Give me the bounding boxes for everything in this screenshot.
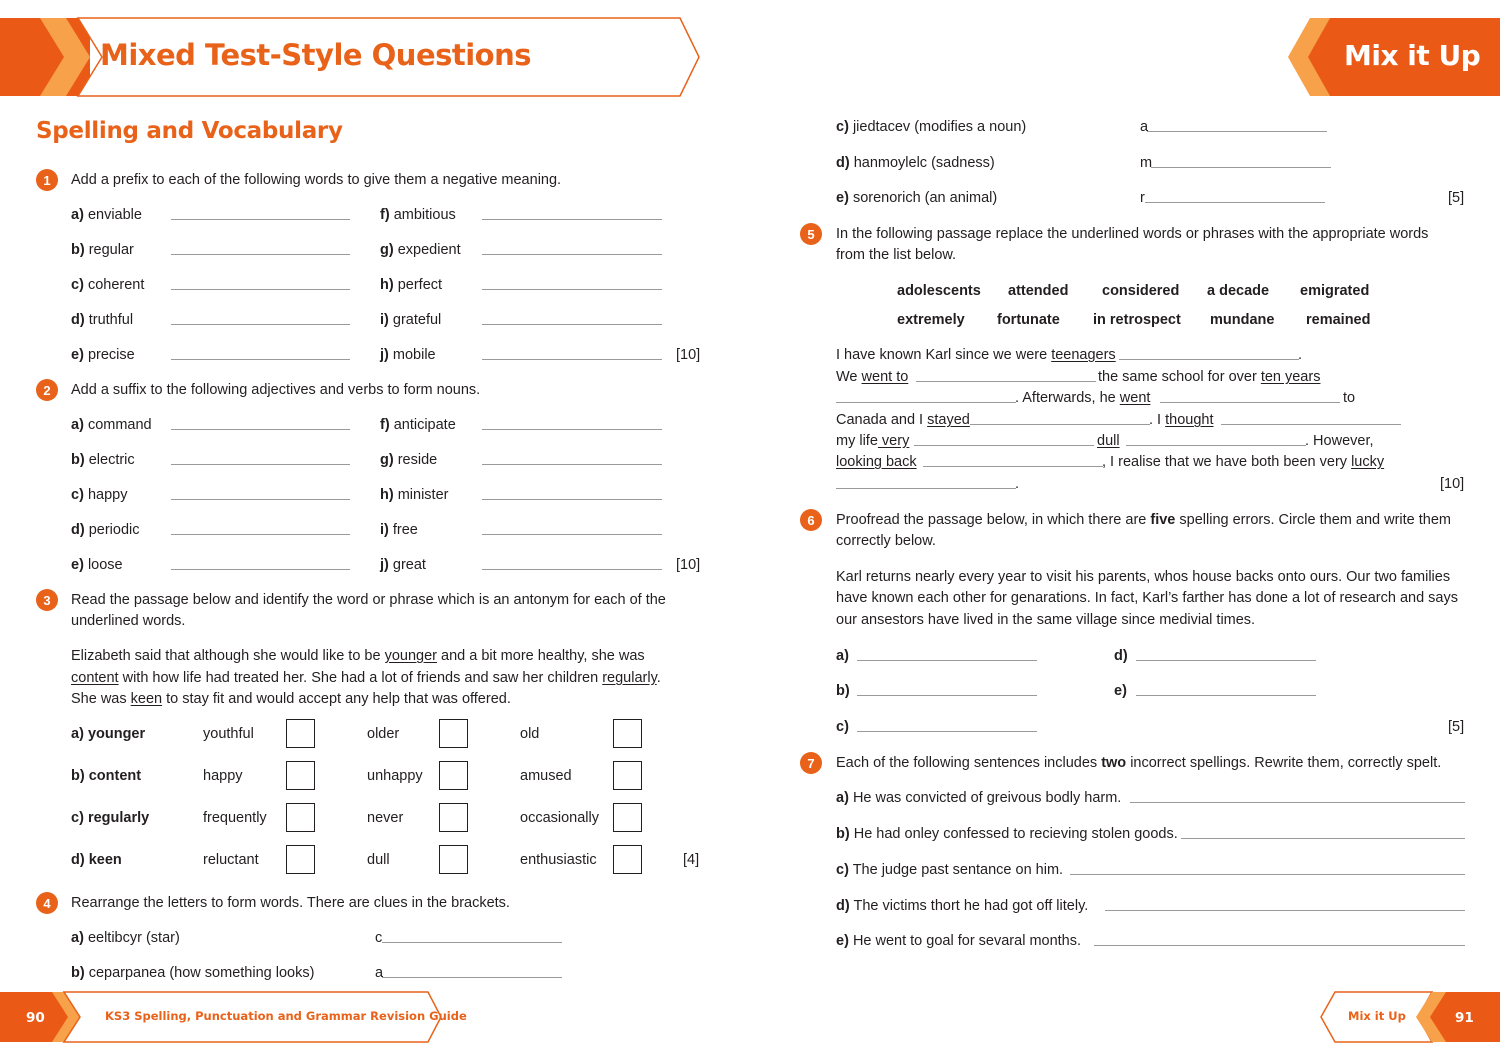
item-label: a) (71, 207, 84, 223)
start-letter: c (375, 930, 383, 946)
item-label: h) (380, 277, 394, 293)
list-item (380, 242, 461, 258)
list-item (380, 417, 456, 433)
answer-line[interactable] (171, 429, 350, 430)
answer-line[interactable] (482, 219, 662, 220)
punctuation: . (1015, 476, 1020, 492)
item-word: loose (87, 557, 123, 573)
antonym-row-label: d) keen (71, 852, 122, 868)
list-item (380, 207, 456, 223)
question-instruction: Add a suffix to the following adjectives and verbs to form nouns. (71, 382, 481, 398)
answer-line[interactable] (171, 324, 350, 325)
antonym-row-label: a) younger (71, 726, 146, 742)
start-letter: r (1140, 190, 1145, 206)
marks-label: [10] (676, 347, 701, 363)
item-word: grateful (392, 312, 442, 328)
page-title: Mixed Test-Style Questions (100, 38, 532, 72)
question-number: 1 (36, 169, 58, 191)
item-label: a) (71, 417, 84, 433)
answer-line[interactable] (1136, 660, 1316, 661)
word-bank-item: extremely (897, 312, 965, 328)
answer-checkbox[interactable] (439, 845, 468, 874)
answer-line[interactable] (1181, 838, 1465, 839)
option-text: happy (203, 768, 243, 784)
option-text: amused (520, 768, 572, 784)
word-bank-item: in retrospect (1093, 312, 1181, 328)
question-instruction: Each of the following sentences includes two incorrect spellings. Rewrite them, correctly spelt. (836, 755, 1442, 771)
answer-line[interactable] (482, 569, 662, 570)
list-item (380, 557, 426, 573)
marks-label: [10] (676, 557, 701, 573)
answer-line[interactable] (171, 289, 350, 290)
answer-line[interactable] (970, 424, 1150, 425)
passage-line: I have known Karl since we were teenagers (836, 347, 1116, 363)
option-text: unhappy (367, 768, 423, 784)
start-letter: a (375, 965, 384, 981)
list-item (71, 522, 140, 538)
answer-line[interactable] (916, 381, 1096, 382)
answer-line[interactable] (482, 499, 662, 500)
start-letter: a (1140, 119, 1149, 135)
option-text: reluctant (203, 852, 259, 868)
item-word: free (392, 522, 418, 538)
item-label: g) (380, 452, 394, 468)
item-word: reside (397, 452, 438, 468)
list-item (380, 452, 437, 468)
answer-checkbox[interactable] (286, 761, 315, 790)
list-item: a) eeltibcyr (star) (71, 930, 180, 946)
antonym-row-label: c) regularly (71, 810, 150, 826)
underlined-word: dull (1097, 433, 1120, 449)
passage-line: She was keen to stay fit and would accept any help that was offered. (71, 691, 511, 707)
list-item (71, 417, 152, 433)
answer-line[interactable] (857, 695, 1037, 696)
word-bank-item: emigrated (1300, 283, 1370, 299)
option-text: never (367, 810, 404, 826)
answer-line[interactable] (482, 359, 662, 360)
option-text: youthful (203, 726, 254, 742)
item-word: expedient (397, 242, 461, 258)
answer-line[interactable] (1119, 359, 1299, 360)
item-label: h) (380, 487, 394, 503)
item-label: d) (71, 312, 85, 328)
item-word: happy (87, 487, 128, 503)
item-label: d) (71, 522, 85, 538)
list-item: c) jiedtacev (modifies a noun) (836, 119, 1027, 135)
passage-line: We went to (836, 369, 909, 385)
answer-line[interactable] (923, 466, 1103, 467)
option-text: old (520, 726, 540, 742)
page-number-right: 91 (1455, 1010, 1474, 1026)
word-bank-item: mundane (1210, 312, 1275, 328)
item-word: regular (88, 242, 134, 258)
passage-line: , I realise that we have both been very lucky (1102, 454, 1385, 470)
underlined-word: looking back (836, 454, 917, 470)
list-item: e) He went to goal for sevaral months. (836, 933, 1082, 949)
item-label: e) (71, 557, 84, 573)
answer-checkbox[interactable] (613, 803, 642, 832)
question-number: 2 (36, 379, 58, 401)
passage-word: to (1343, 390, 1356, 406)
passage-line: my life very (836, 433, 910, 449)
item-word: minister (397, 487, 449, 503)
list-item: c) The judge past sentance on him. (836, 862, 1064, 878)
item-label: g) (380, 242, 394, 258)
item-word: anticipate (393, 417, 456, 433)
word-bank-item: attended (1008, 283, 1069, 299)
answer-line[interactable] (171, 254, 350, 255)
item-word: ambitious (393, 207, 456, 223)
answer-line[interactable] (1094, 945, 1465, 946)
word-bank-item: a decade (1207, 283, 1270, 299)
passage-line: have known each other for genarations. In fact, Karl’s farther has done a lot of research and says (836, 590, 1458, 606)
option-text: dull (367, 852, 390, 868)
answer-line[interactable] (482, 464, 662, 465)
passage-line: . I thought (1149, 412, 1214, 428)
answer-checkbox[interactable] (439, 803, 468, 832)
word-bank-item: fortunate (997, 312, 1060, 328)
page-number-left: 90 (26, 1010, 45, 1026)
item-word: mobile (392, 347, 436, 363)
answer-line[interactable] (857, 731, 1037, 732)
item-label: d) (1114, 648, 1128, 664)
footer-chapter-title: Mix it Up (1348, 1009, 1406, 1023)
answer-line[interactable] (1105, 910, 1465, 911)
option-text: enthusiastic (520, 852, 597, 868)
item-word: great (392, 557, 426, 573)
item-label: c) (71, 487, 84, 503)
list-item (71, 242, 134, 258)
antonym-row-label: b) content (71, 768, 142, 784)
answer-line[interactable] (171, 534, 350, 535)
item-label: c) (836, 719, 849, 735)
answer-line[interactable] (171, 464, 350, 465)
item-word: enviable (87, 207, 142, 223)
passage-line: Canada and I stayed (836, 412, 970, 428)
answer-line[interactable] (1145, 202, 1325, 203)
answer-line[interactable] (914, 445, 1094, 446)
passage-line: our ansestors have lived in the same village since medivial times. (836, 612, 1256, 628)
list-item (380, 487, 448, 503)
passage-line: Elizabeth said that although she would like to be younger and a bit more healthy, she was (71, 648, 645, 664)
item-label: b) (836, 683, 850, 699)
question-instruction: correctly below. (836, 533, 936, 549)
answer-checkbox[interactable] (613, 845, 642, 874)
question-number: 5 (800, 223, 822, 245)
answer-line[interactable] (1147, 131, 1327, 132)
answer-line[interactable] (1126, 445, 1306, 446)
passage-line: content with how life had treated her. She had a lot of friends and saw her children regularly. (71, 670, 661, 686)
answer-line[interactable] (482, 254, 662, 255)
answer-line[interactable] (836, 402, 1016, 403)
question-instruction: from the list below. (836, 247, 957, 263)
option-text: older (367, 726, 400, 742)
start-letter: m (1140, 155, 1153, 171)
answer-checkbox[interactable] (613, 719, 642, 748)
passage-line: . Afterwards, he went (1015, 390, 1151, 406)
item-label: c) (71, 277, 84, 293)
answer-checkbox[interactable] (613, 761, 642, 790)
footer-book-title: KS3 Spelling, Punctuation and Grammar Revision Guide (105, 1009, 467, 1023)
item-label: j) (380, 557, 389, 573)
question-instruction: underlined words. (71, 613, 186, 629)
list-item (380, 522, 418, 538)
answer-line[interactable] (857, 660, 1037, 661)
item-label: b) (71, 452, 85, 468)
answer-line[interactable] (382, 942, 562, 943)
marks-label: [5] (1448, 719, 1465, 735)
item-label: b) (71, 242, 85, 258)
option-text: frequently (203, 810, 267, 826)
item-label: i) (380, 522, 389, 538)
answer-line[interactable] (1070, 874, 1465, 875)
item-word: electric (88, 452, 135, 468)
answer-line[interactable] (171, 219, 350, 220)
list-item (380, 312, 441, 328)
question-number: 4 (36, 892, 58, 914)
marks-label: [5] (1448, 190, 1465, 206)
list-item: b) He had onley confessed to recieving stolen goods. (836, 826, 1178, 842)
chapter-title: Mix it Up (1344, 39, 1481, 72)
list-item (380, 277, 442, 293)
item-word: command (87, 417, 152, 433)
question-instruction: Read the passage below and identify the word or phrase which is an antonym for each of the (71, 592, 666, 608)
question-instruction: Proofread the passage below, in which there are five spelling errors. Circle them and write them (836, 512, 1451, 528)
list-item (71, 557, 123, 573)
passage-line: the same school for over ten years (1098, 369, 1321, 385)
question-instruction: Rearrange the letters to form words. There are clues in the brackets. (71, 895, 510, 911)
item-label: e) (71, 347, 84, 363)
passage-line: Karl returns nearly every year to visit his parents, whos house backs onto ours. Our two families (836, 569, 1451, 585)
item-label: f) (380, 417, 390, 433)
item-label: e) (1114, 683, 1127, 699)
list-item (71, 207, 142, 223)
list-item: e) sorenorich (an animal) (836, 190, 998, 206)
list-item: d) The victims thort he had got off litely. (836, 898, 1089, 914)
list-item: b) ceparpanea (how something looks) (71, 965, 315, 981)
answer-line[interactable] (1221, 424, 1401, 425)
item-word: truthful (88, 312, 134, 328)
option-text: occasionally (520, 810, 599, 826)
item-word: precise (87, 347, 135, 363)
marks-label: [10] (1440, 476, 1465, 492)
question-instruction: Add a prefix to each of the following words to give them a negative meaning. (71, 172, 562, 188)
answer-line[interactable] (1160, 402, 1340, 403)
marks-label: [4] (683, 852, 700, 868)
list-item (71, 277, 144, 293)
answer-checkbox[interactable] (286, 803, 315, 832)
answer-line[interactable] (836, 488, 1016, 489)
answer-line[interactable] (171, 569, 350, 570)
answer-checkbox[interactable] (286, 845, 315, 874)
passage-word: . However, (1305, 433, 1374, 449)
word-bank-item: considered (1102, 283, 1180, 299)
question-instruction: In the following passage replace the underlined words or phrases with the appropriate words (836, 226, 1429, 242)
list-item (71, 312, 133, 328)
answer-line[interactable] (1130, 802, 1465, 803)
answer-line[interactable] (482, 324, 662, 325)
answer-checkbox[interactable] (286, 719, 315, 748)
word-bank-item: remained (1306, 312, 1371, 328)
item-label: a) (836, 648, 849, 664)
list-item (71, 452, 135, 468)
question-number: 6 (800, 509, 822, 531)
item-label: j) (380, 347, 389, 363)
answer-checkbox[interactable] (439, 719, 468, 748)
answer-line[interactable] (482, 534, 662, 535)
list-item: a) He was convicted of greivous bodly harm. (836, 790, 1122, 806)
answer-checkbox[interactable] (439, 761, 468, 790)
item-word: perfect (397, 277, 443, 293)
list-item (71, 347, 135, 363)
answer-line[interactable] (482, 429, 662, 430)
list-item: d) hanmoylelc (sadness) (836, 155, 995, 171)
answer-line[interactable] (171, 359, 350, 360)
question-number: 3 (36, 589, 58, 611)
answer-line[interactable] (1136, 695, 1316, 696)
item-label: i) (380, 312, 389, 328)
answer-line[interactable] (482, 289, 662, 290)
word-bank-item: adolescents (897, 283, 981, 299)
list-item (71, 487, 127, 503)
item-label: f) (380, 207, 390, 223)
section-title: Spelling and Vocabulary (36, 118, 343, 144)
punctuation: . (1298, 347, 1303, 363)
answer-line[interactable] (1151, 167, 1331, 168)
answer-line[interactable] (171, 499, 350, 500)
item-word: periodic (88, 522, 140, 538)
list-item (380, 347, 436, 363)
answer-line[interactable] (382, 977, 562, 978)
item-word: coherent (87, 277, 145, 293)
question-number: 7 (800, 752, 822, 774)
